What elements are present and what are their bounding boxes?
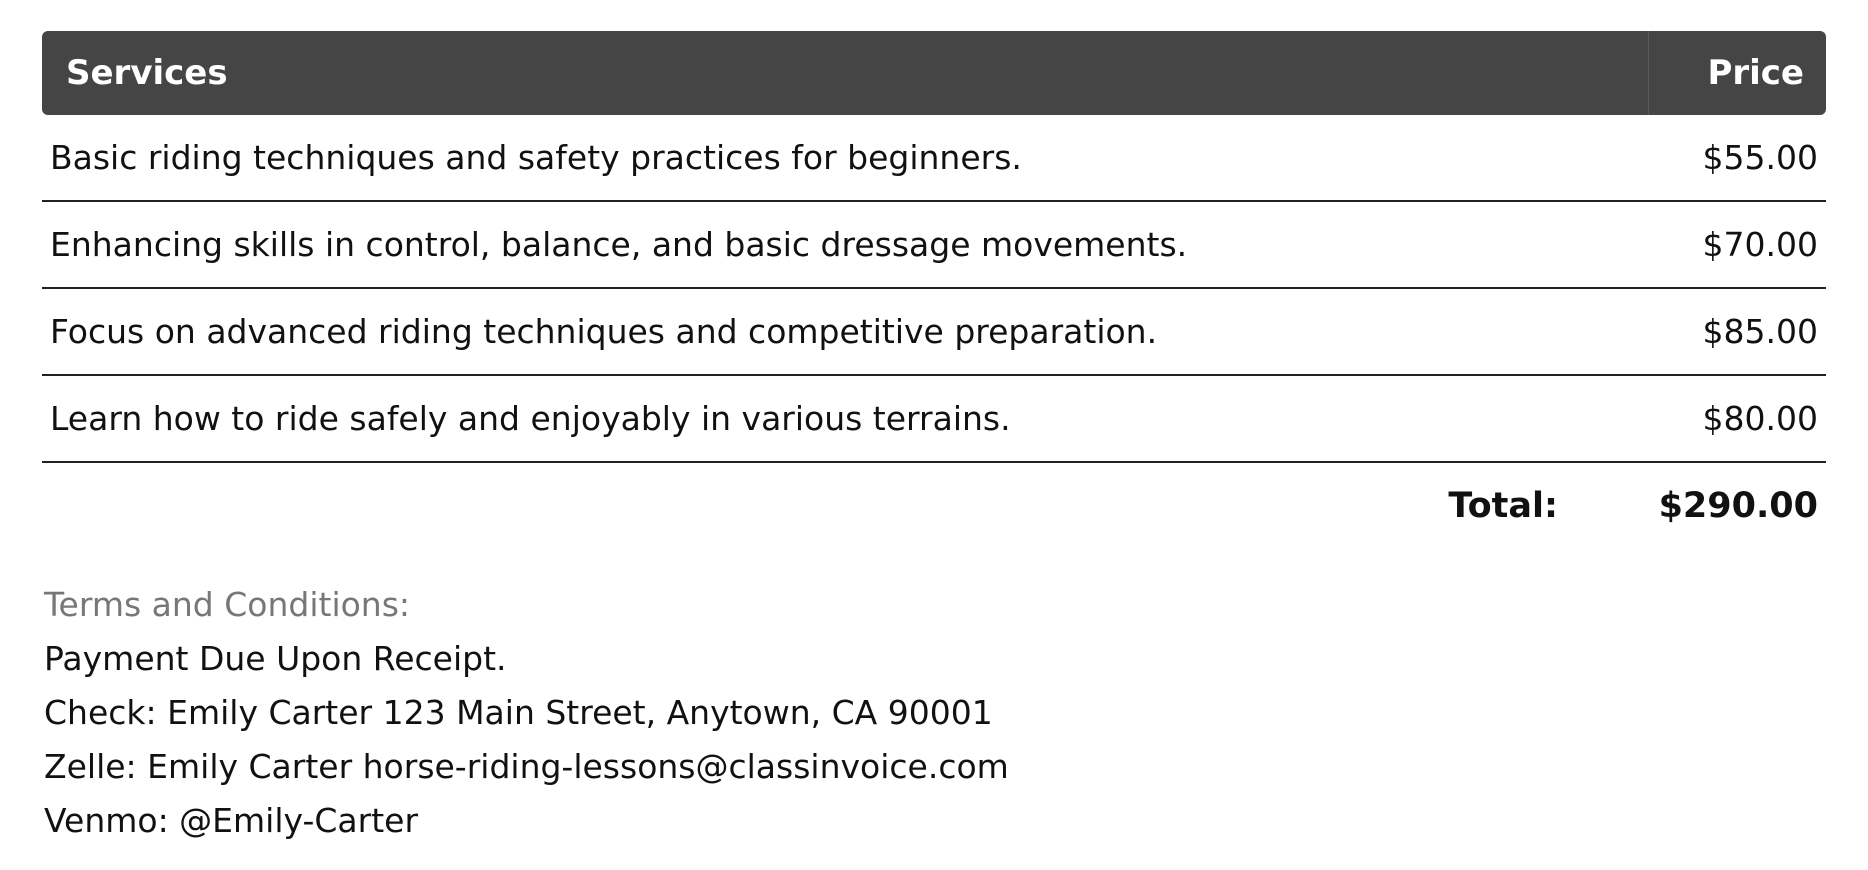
table-header-row bbox=[42, 31, 1826, 115]
zelle-payment-line: Zelle: Emily Carter horse-riding-lessons@classinvoice.com bbox=[44, 747, 1009, 786]
services-column-header: Services bbox=[42, 31, 1648, 115]
services-table bbox=[42, 31, 1826, 549]
service-description: Learn how to ride safely and enjoyably in various terrains. bbox=[42, 375, 1648, 462]
venmo-payment-line: Venmo: @Emily-Carter bbox=[44, 801, 419, 840]
service-price: $80.00 bbox=[1648, 375, 1826, 462]
service-price: $85.00 bbox=[1648, 288, 1826, 375]
service-price: $55.00 bbox=[1648, 115, 1826, 201]
payment-due-line: Payment Due Upon Receipt. bbox=[44, 639, 507, 678]
terms-title: Terms and Conditions: bbox=[44, 585, 411, 624]
terms-section bbox=[44, 578, 1009, 848]
service-price: $70.00 bbox=[1648, 201, 1826, 288]
table-row bbox=[42, 375, 1826, 462]
price-column-header: Price bbox=[1648, 31, 1826, 115]
service-description: Focus on advanced riding techniques and competitive preparation. bbox=[42, 288, 1648, 375]
total-value: $290.00 bbox=[1658, 486, 1818, 526]
table-row bbox=[42, 115, 1826, 201]
total-row bbox=[42, 462, 1826, 549]
service-description: Enhancing skills in control, balance, and basic dressage movements. bbox=[42, 201, 1648, 288]
table-row bbox=[42, 201, 1826, 288]
total-label: Total: bbox=[1448, 486, 1558, 526]
service-description: Basic riding techniques and safety practices for beginners. bbox=[42, 115, 1648, 201]
check-payment-line: Check: Emily Carter 123 Main Street, Anytown, CA 90001 bbox=[44, 693, 993, 732]
table-row bbox=[42, 288, 1826, 375]
